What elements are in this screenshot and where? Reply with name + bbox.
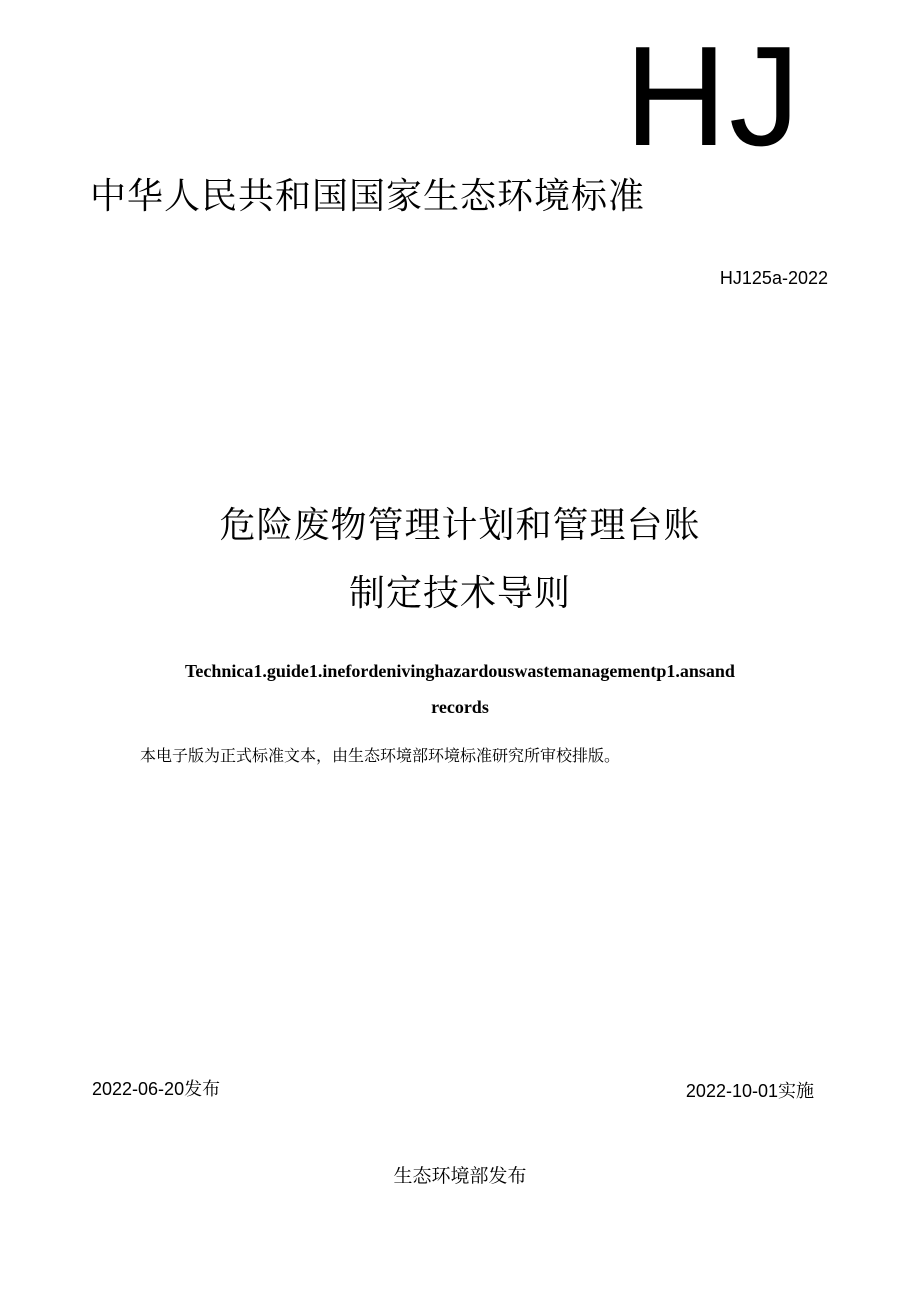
- document-title-line-1: 危险废物管理计划和管理台账: [219, 505, 701, 546]
- publish-date: 2022-06-20发布: [92, 1079, 221, 1099]
- issuing-authority: 生态环境部发布: [393, 1165, 527, 1187]
- edition-note: 本电子版为正式标准文本，由生态环境部环境标准研究所审校排版。: [140, 746, 621, 765]
- document-title-line-2: 制定技术导则: [348, 573, 571, 614]
- hj-logo-text: HJ: [624, 17, 802, 176]
- effective-date: 2022-10-01实施: [685, 1081, 814, 1101]
- standard-number: HJ125a-2022: [719, 268, 828, 288]
- national-standard-title: 中华人民共和国国家生态环境标准: [90, 176, 646, 217]
- english-title-line-2: records: [431, 697, 489, 717]
- english-title-line-1: Technica1.guide1.inefordenivinghazardouswastemanagementp1.ansand: [185, 661, 735, 681]
